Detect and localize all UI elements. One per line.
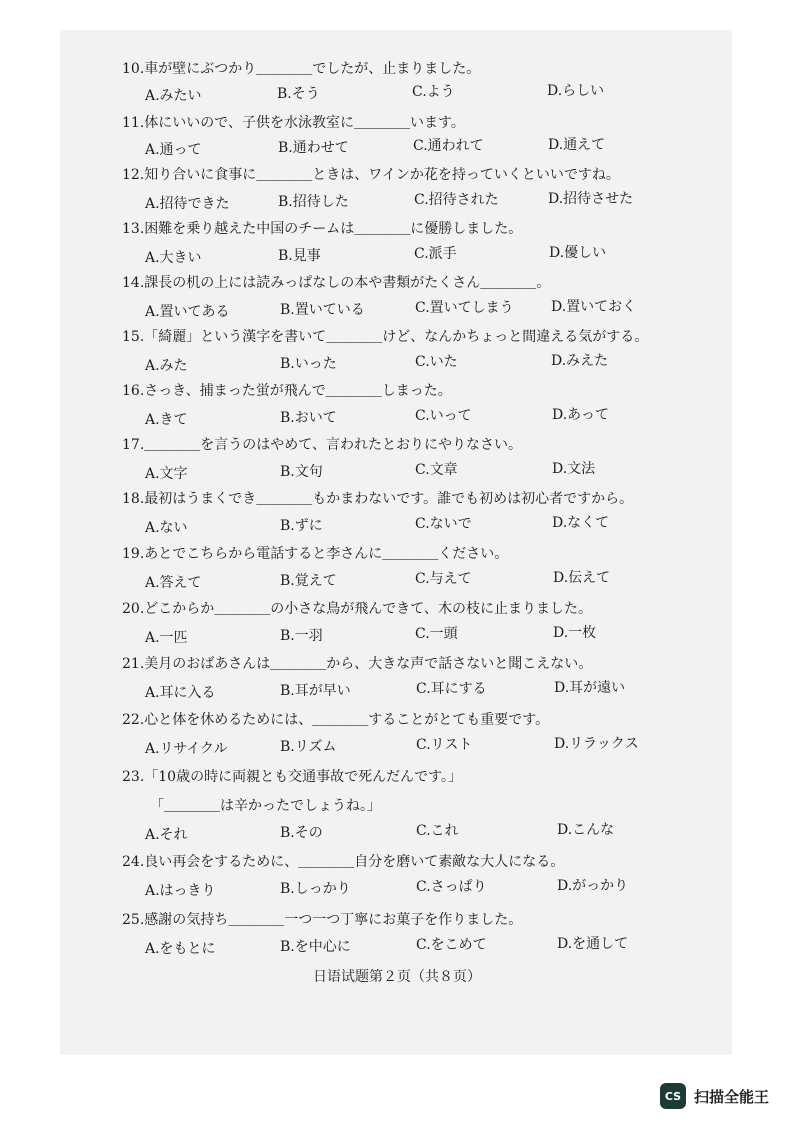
- option-d: D.みえた: [551, 353, 609, 369]
- brand-name: 扫描全能王: [694, 1087, 770, 1106]
- option-c: C.通われて: [413, 138, 484, 154]
- question-19: 19.あとでこちらから電話すると李さんに＿＿＿＿ください。: [122, 546, 509, 562]
- question-17: 17.＿＿＿＿を言うのはやめて、言われたとおりにやりなさい。: [122, 437, 522, 453]
- scanner-watermark: [660, 1082, 769, 1110]
- question-12: 12.知り合いに食事に＿＿＿＿ときは、ワインか花を持っていくといいですね。: [122, 167, 620, 183]
- question-15: 15.「綺麗」という漢字を書いて＿＿＿＿けど、なんかちょっと間違える気がする。: [122, 329, 649, 345]
- option-c: C.耳にする: [416, 681, 487, 697]
- option-a: A.文字: [145, 466, 188, 482]
- option-d: D.置いておく: [551, 299, 637, 315]
- option-a: A.みた: [145, 358, 188, 374]
- option-b: B.一羽: [280, 628, 323, 644]
- option-d: D.リラックス: [554, 736, 639, 752]
- option-a: A.ない: [145, 520, 188, 536]
- cs-logo-icon: CS: [660, 1083, 686, 1109]
- question-23: 23.「10歳の時に両親とも交通事故で死んだんです。」: [122, 769, 462, 785]
- question-22: 22.心と体を休めるためには、＿＿＿＿することがとても重要です。: [122, 712, 550, 728]
- option-c: C.リスト: [416, 737, 473, 753]
- option-b: B.通わせて: [278, 140, 349, 156]
- option-d: D.こんな: [557, 822, 615, 838]
- option-c: C.さっぱり: [416, 879, 487, 895]
- option-b: B.ずに: [280, 518, 323, 534]
- option-b: B.を中心に: [280, 939, 351, 955]
- option-b: B.耳が早い: [280, 683, 351, 699]
- option-a: A.みたい: [145, 88, 202, 104]
- option-a: A.それ: [145, 827, 188, 843]
- option-b: B.しっかり: [280, 881, 351, 897]
- question-18: 18.最初はうまくでき＿＿＿＿もかまわないです。誰でも初めは初心者ですから。: [122, 491, 634, 507]
- option-b: B.その: [280, 825, 323, 841]
- option-b: B.覚えて: [280, 573, 337, 589]
- question-24: 24.良い再会をするために、＿＿＿＿自分を磨いて素敵な大人になる。: [122, 854, 565, 870]
- question-11: 11.体にいいので、子供を水泳教室に＿＿＿＿います。: [122, 115, 465, 131]
- option-a: A.大きい: [145, 250, 202, 266]
- option-d: D.一枚: [553, 625, 597, 641]
- option-d: D.らしい: [547, 83, 605, 99]
- question-14: 14.課長の机の上には読みっぱなしの本や書類がたくさん＿＿＿＿。: [122, 275, 551, 291]
- option-a: A.通って: [145, 142, 202, 158]
- option-d: D.文法: [552, 461, 596, 477]
- question-10: 10.車が壁にぶつかり＿＿＿＿でしたが、止まりました。: [122, 61, 481, 77]
- option-c: C.いた: [415, 354, 458, 370]
- page-footer: 日语试题第２页（共８页）: [313, 969, 481, 985]
- option-b: B.リズム: [280, 739, 337, 755]
- option-a: A.置いてある: [145, 304, 230, 320]
- option-a: A.一匹: [145, 630, 188, 646]
- option-d: D.伝えて: [553, 570, 611, 586]
- option-c: C.ないで: [415, 516, 472, 532]
- option-d: D.優しい: [549, 245, 607, 261]
- option-d: D.がっかり: [557, 878, 629, 894]
- option-d: D.耳が遠い: [554, 680, 626, 696]
- option-c: C.をこめて: [416, 937, 487, 953]
- option-c: C.これ: [416, 823, 459, 839]
- question-21: 21.美月のおばあさんは＿＿＿＿から、大きな声で話さないと聞こえない。: [122, 656, 593, 672]
- option-b: B.いった: [280, 356, 337, 372]
- option-c: C.一頭: [415, 626, 458, 642]
- question-16: 16.さっき、捕まった蛍が飛んで＿＿＿＿しまった。: [122, 383, 452, 399]
- option-d: D.招待させた: [548, 191, 634, 207]
- option-c: C.招待された: [414, 192, 499, 208]
- question-23-line-2: 「＿＿＿＿は辛かったでしょうね。」: [150, 798, 381, 814]
- option-c: C.置いてしまう: [415, 300, 514, 316]
- option-c: C.よう: [412, 84, 455, 100]
- question-25: 25.感謝の気持ち＿＿＿＿一つ一つ丁寧にお菓子を作りました。: [122, 912, 523, 928]
- option-a: A.をもとに: [145, 941, 216, 957]
- option-b: B.おいて: [280, 410, 337, 426]
- option-d: D.あって: [552, 407, 610, 423]
- option-c: C.文章: [415, 462, 458, 478]
- option-a: A.リサイクル: [145, 741, 228, 757]
- question-20: 20.どこからか＿＿＿＿の小さな鳥が飛んできて、木の枝に止まりました。: [122, 601, 592, 617]
- option-a: A.はっきり: [145, 883, 216, 899]
- option-c: C.いって: [415, 408, 472, 424]
- option-a: A.招待できた: [145, 196, 230, 212]
- option-d: D.通えて: [548, 137, 606, 153]
- option-d: D.を通して: [557, 936, 629, 952]
- option-c: C.与えて: [415, 571, 472, 587]
- option-b: B.置いている: [280, 302, 365, 318]
- option-b: B.文句: [280, 464, 323, 480]
- option-b: B.そう: [277, 86, 320, 102]
- option-a: A.きて: [145, 412, 188, 428]
- option-b: B.見事: [278, 248, 321, 264]
- option-b: B.招待した: [278, 194, 349, 210]
- option-a: A.答えて: [145, 575, 202, 591]
- option-a: A.耳に入る: [145, 685, 216, 701]
- option-d: D.なくて: [552, 515, 610, 531]
- question-13: 13.困難を乗り越えた中国のチームは＿＿＿＿に優勝しました。: [122, 221, 523, 237]
- option-c: C.派手: [414, 246, 457, 262]
